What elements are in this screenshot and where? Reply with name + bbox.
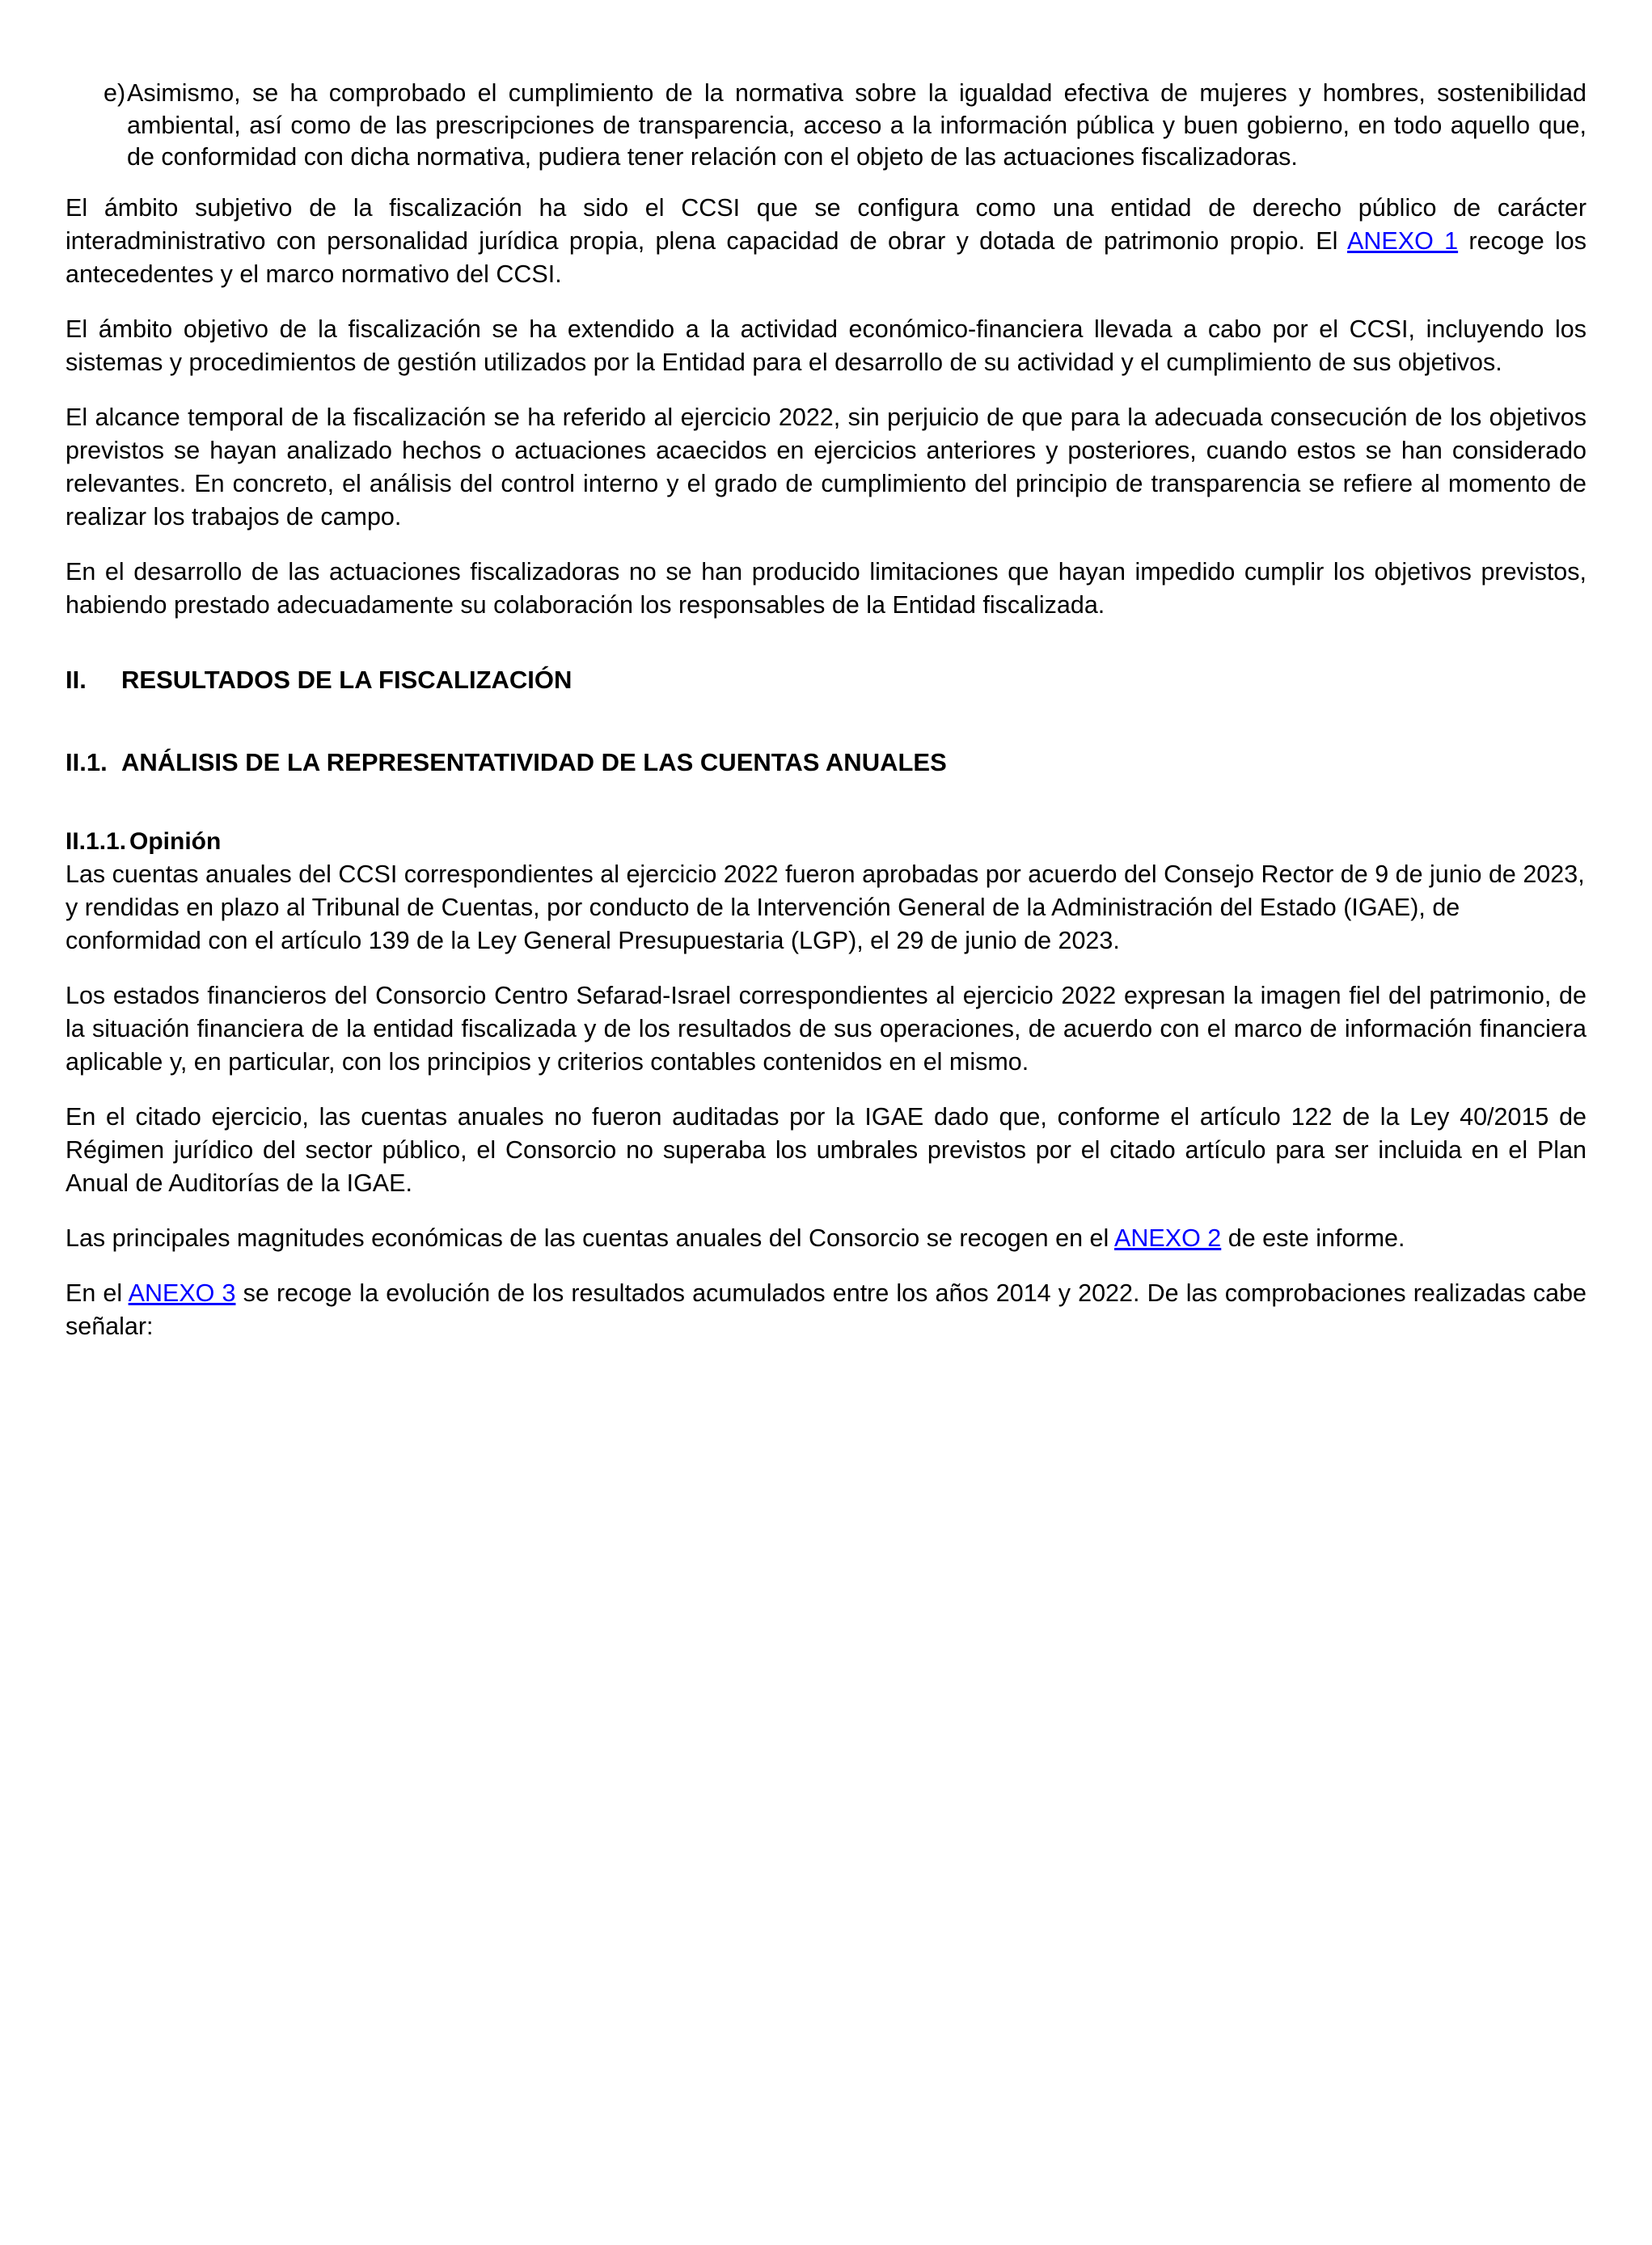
- document-body: [65, 78, 1587, 1343]
- heading-analisis-representatividad: [65, 746, 1587, 779]
- paragraph-text-segment: El ámbito subjetivo de la fiscalización ha sido el CCSI que se configura como una entidad de derecho público de carácter interadministrativo con personalidad jurídica propia, plena capacidad de obrar y dotada de patrimonio propio. El: [65, 193, 1587, 255]
- paragraph-text-segment: se recoge la evolución de los resultados acumulados entre los años 2014 y 2022. De las comprobaciones realizadas cabe señalar:: [65, 1279, 1587, 1340]
- anexo-1-link[interactable]: ANEXO 1: [1347, 226, 1459, 255]
- list-item-text: Asimismo, se ha comprobado el cumplimiento de la normativa sobre la igualdad efectiva de mujeres y hombres, sostenibilidad ambiental, así como de las prescripciones de transparencia, acceso a la información pública y buen gobierno, en todo aquello que, de conformidad con dicha normativa, pudiera tener relación con el objeto de las actuaciones fiscalizadoras.: [127, 79, 1587, 171]
- heading-number: II.: [65, 665, 87, 694]
- paragraph-desarrollo-actuaciones: En el desarrollo de las actuaciones fiscalizadoras no se han producido limitaciones que hayan impedido cumplir los objetivos previstos, habiendo prestado adecuadamente su colaboración los responsables de la Entidad fiscalizada.: [65, 557, 1587, 619]
- paragraph-evolucion-resultados: [65, 1277, 1587, 1343]
- anexo-3-link[interactable]: ANEXO 3: [128, 1279, 236, 1307]
- heading-title: ANÁLISIS DE LA REPRESENTATIVIDAD DE LAS CUENTAS ANUALES: [121, 747, 947, 776]
- heading-resultados-fiscalizacion: [65, 664, 1587, 696]
- list-item: [65, 78, 1587, 174]
- paragraph-estados-financieros: Los estados financieros del Consorcio Centro Sefarad-Israel correspondientes al ejercicio 2022 expresan la imagen fiel del patrimonio, de la situación financiera de la entidad fiscalizada y de los resultados de sus operaciones, de acuerdo con el marco de información financiera aplicable y, en particular, con los principios y criterios contables contenidos en el mismo.: [65, 981, 1587, 1076]
- paragraph-text-segment: Las principales magnitudes económicas de las cuentas anuales del Consorcio se recogen en el: [65, 1224, 1115, 1252]
- heading-title: RESULTADOS DE LA FISCALIZACIÓN: [121, 665, 572, 694]
- heading-title: Opinión: [129, 827, 222, 855]
- heading-number: II.1.1.: [65, 827, 127, 855]
- list-item-marker: e): [104, 79, 126, 107]
- paragraph-cuentas-anuales: Las cuentas anuales del CCSI correspondientes al ejercicio 2022 fueron aprobadas por acuerdo del Consejo Rector de 9 de junio de 2023, y rendidas en plazo al Tribunal de Cuentas, por conducto de la Intervención General de la Administración del Estado (IGAE), de conformidad con el artículo 139 de la Ley General Presupuestaria (LGP), el 29 de junio de 2023.: [65, 860, 1585, 954]
- paragraph-magnitudes-economicas: [65, 1222, 1587, 1255]
- paragraph-alcance-temporal: El alcance temporal de la fiscalización se ha referido al ejercicio 2022, sin perjuicio de que para la adecuada consecución de los objetivos previstos se hayan analizado hechos o actuaciones acaecidos en ejercicios anteriores y posteriores, cuando estos se han considerado relevantes. En concreto, el análisis del control interno y el grado de cumplimiento del principio de transparencia se refiere al momento de realizar los trabajos de campo.: [65, 403, 1587, 531]
- heading-number: II.1.: [65, 747, 108, 776]
- paragraph-text-segment: de este informe.: [1221, 1224, 1405, 1252]
- paragraph-citado-ejercicio: En el citado ejercicio, las cuentas anuales no fueron auditadas por la IGAE dado que, conforme el artículo 122 de la Ley 40/2015 de Régimen jurídico del sector público, el Consorcio no superaba los umbrales previstos por el citado artículo para ser incluida en el Plan Anual de Auditorías de la IGAE.: [65, 1102, 1587, 1197]
- anexo-2-link[interactable]: ANEXO 2: [1114, 1224, 1222, 1252]
- paragraph-text-segment: recoge los antecedentes y el marco normativo del CCSI.: [65, 226, 1587, 288]
- heading-opinion: [65, 826, 1587, 858]
- paragraph-ambito-objetivo: El ámbito objetivo de la fiscalización se ha extendido a la actividad económico-financiera llevada a cabo por el CCSI, incluyendo los sistemas y procedimientos de gestión utilizados por la Entidad para el desarrollo de su actividad y el cumplimiento de sus objetivos.: [65, 315, 1587, 376]
- paragraph-text-segment: En el: [65, 1279, 129, 1307]
- paragraph-ambito-subjetivo: [65, 192, 1587, 291]
